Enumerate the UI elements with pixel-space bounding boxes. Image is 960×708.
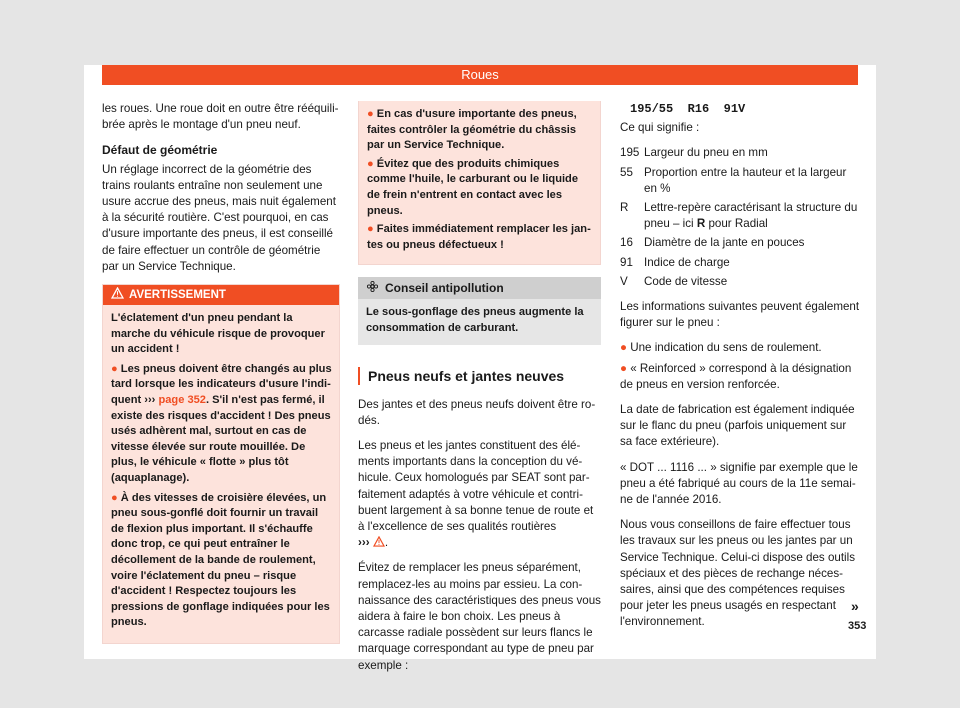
paragraph: « DOT ... 1116 ... » signifie par exemple que le pneu a été fabriqué au cours de la 11e semaine de l'année 2016. bbox=[620, 460, 858, 507]
table-row: 195 Largeur du pneu en mm bbox=[620, 146, 768, 160]
list-item: ● « Reinforced » correspond à la désignation de pneus en version renforcée. bbox=[620, 361, 852, 391]
eco-tip-header bbox=[358, 277, 601, 299]
table-row: 16 Diamètre de la jante en pouces bbox=[620, 236, 805, 250]
paragraph: Nous vous conseillons de faire effectuer tous les travaux sur les pneus ou les jantes par un Service Technique. Celui-ci dispose des outils spéciaux et des pièces de rechange nécessaires, ainsi que des compétences requises pour jeter les pneus usagés en respectant l'environnement. bbox=[620, 518, 856, 629]
warning-body bbox=[103, 305, 339, 643]
geometry-paragraph: Un réglage incorrect de la géométrie des trains roulants entraîne non seulement une usure accrue des pneus, mais nuit également à la sécurité routière. C'est pourquoi, en cas d'usure importante des pneus, il est conseillé de faire effectuer un contrôle de géométrie par un Service Technique. bbox=[102, 162, 336, 273]
intro-paragraph: les roues. Une roue doit en outre être rééquilibrée après le montage d'un pneu neuf. bbox=[102, 102, 339, 132]
table-row: R Lettre-repère caractérisant la structure du pneu – ici R pour Radial bbox=[620, 201, 858, 231]
warning-box bbox=[102, 284, 340, 644]
warning-triangle-icon[interactable] bbox=[373, 536, 385, 549]
cross-ref-arrows: ››› bbox=[358, 536, 370, 550]
warning-continued bbox=[358, 101, 601, 265]
paragraph: La date de fabrication est également indiquée sur le flanc du pneu (parfois uniquement sur sa face extérieure). bbox=[620, 403, 855, 449]
paragraph: Les informations suivantes peuvent également figurer sur le pneu : bbox=[620, 300, 860, 330]
tire-spec-table bbox=[620, 145, 860, 293]
warning-lead: L'éclatement d'un pneu pendant la marche du véhicule risque de provoquer un accident ! bbox=[111, 312, 325, 356]
flower-icon bbox=[366, 280, 379, 297]
continue-mark: » bbox=[851, 598, 859, 614]
paragraph: Des jantes et des pneus neufs doivent être rodés. bbox=[358, 397, 596, 427]
bullet-icon: ● bbox=[620, 361, 631, 375]
warning-bullet: ● Les pneus doivent être changés au plus tard lorsque les indicateurs d'usure l'indiquent ››› page 352. S'il n'est pas fermé, il existe des risques d'accident ! Des pneus usés adhèrent mal, surtout en cas de vitesse élevée sur route mouillée. De plus, le véhicule « flotte » plus tôt (aquaplanage). bbox=[111, 362, 332, 484]
warning-bullet: ● En cas d'usure importante des pneus, faites contrôler la géométrie du châssis par un Service Technique. bbox=[367, 108, 577, 152]
warning-bullet: ● Faites immédiatement remplacer les jantes ou pneus défectueux ! bbox=[367, 223, 591, 251]
section-title: Pneus neufs et jantes neuves bbox=[358, 367, 601, 385]
geometry-heading: Défaut de géométrie bbox=[102, 143, 218, 158]
chapter-header: Roues bbox=[102, 65, 858, 85]
warning-triangle-icon bbox=[111, 287, 124, 304]
table-row: 55 Proportion entre la hauteur et la largeur en % bbox=[620, 165, 847, 195]
bullet-icon: ● bbox=[367, 157, 377, 170]
bullet-icon: ● bbox=[367, 223, 377, 236]
table-row: 91 Indice de charge bbox=[620, 255, 730, 269]
cross-ref-arrows: ››› bbox=[144, 394, 156, 406]
bullet-icon: ● bbox=[111, 491, 121, 504]
eco-tip-title: Conseil antipollution bbox=[385, 281, 504, 296]
eco-tip-body: Le sous-gonflage des pneus augmente la consommation de carburant. bbox=[358, 299, 601, 344]
paragraph: Évitez de remplacer les pneus séparément, remplacez-les au moins par essieu. La connaissance des caractéristiques des pneus vous aidera à faire le bon choix. Les pneus à carcasse radiale possèdent sur leurs flancs le marquage correspondant au type de pneu par exemple : bbox=[358, 561, 601, 672]
list-item: ● Une indication du sens de roulement. bbox=[620, 341, 822, 355]
column-left bbox=[102, 101, 340, 644]
page-number: 353 bbox=[848, 620, 867, 632]
means-label: Ce qui signifie : bbox=[620, 121, 700, 135]
tire-code: 195/55 R16 91V bbox=[630, 102, 746, 116]
warning-title: AVERTISSEMENT bbox=[129, 289, 226, 302]
warning-bullet: ● Évitez que des produits chimiques comme l'huile, le carburant ou le liquide de frein n'entrent en contact avec les pneus. bbox=[367, 157, 578, 217]
paragraph: Les pneus et les jantes constituent des éléments importants dans la conception du véhicule. Ceux homologués par SEAT sont parfaitement adaptés à votre véhicule et contribuent largement à sa bonne tenue de route et à l'excellence de ses qualités routières ››› . bbox=[358, 438, 594, 550]
column-right bbox=[620, 101, 860, 640]
bullet-icon: ● bbox=[620, 341, 631, 355]
page-link[interactable]: page 352 bbox=[158, 394, 206, 406]
bullet-icon: ● bbox=[367, 108, 377, 120]
bullet-icon: ● bbox=[111, 362, 121, 375]
warning-header bbox=[103, 285, 339, 305]
warning-bullet: ● À des vitesses de croisière élevées, un pneu sous-gonflé doit fournir un travail de flexion plus important. Il s'échauffe donc trop, ce qui peut entraîner le décollement de la bande de roulement, voire l'éclatement du pneu – risque d'accident ! Respectez toujours les pressions de gonflage indiquées pour les pneus. bbox=[111, 491, 330, 629]
column-middle bbox=[358, 101, 601, 683]
table-row: V Code de vitesse bbox=[620, 274, 728, 288]
